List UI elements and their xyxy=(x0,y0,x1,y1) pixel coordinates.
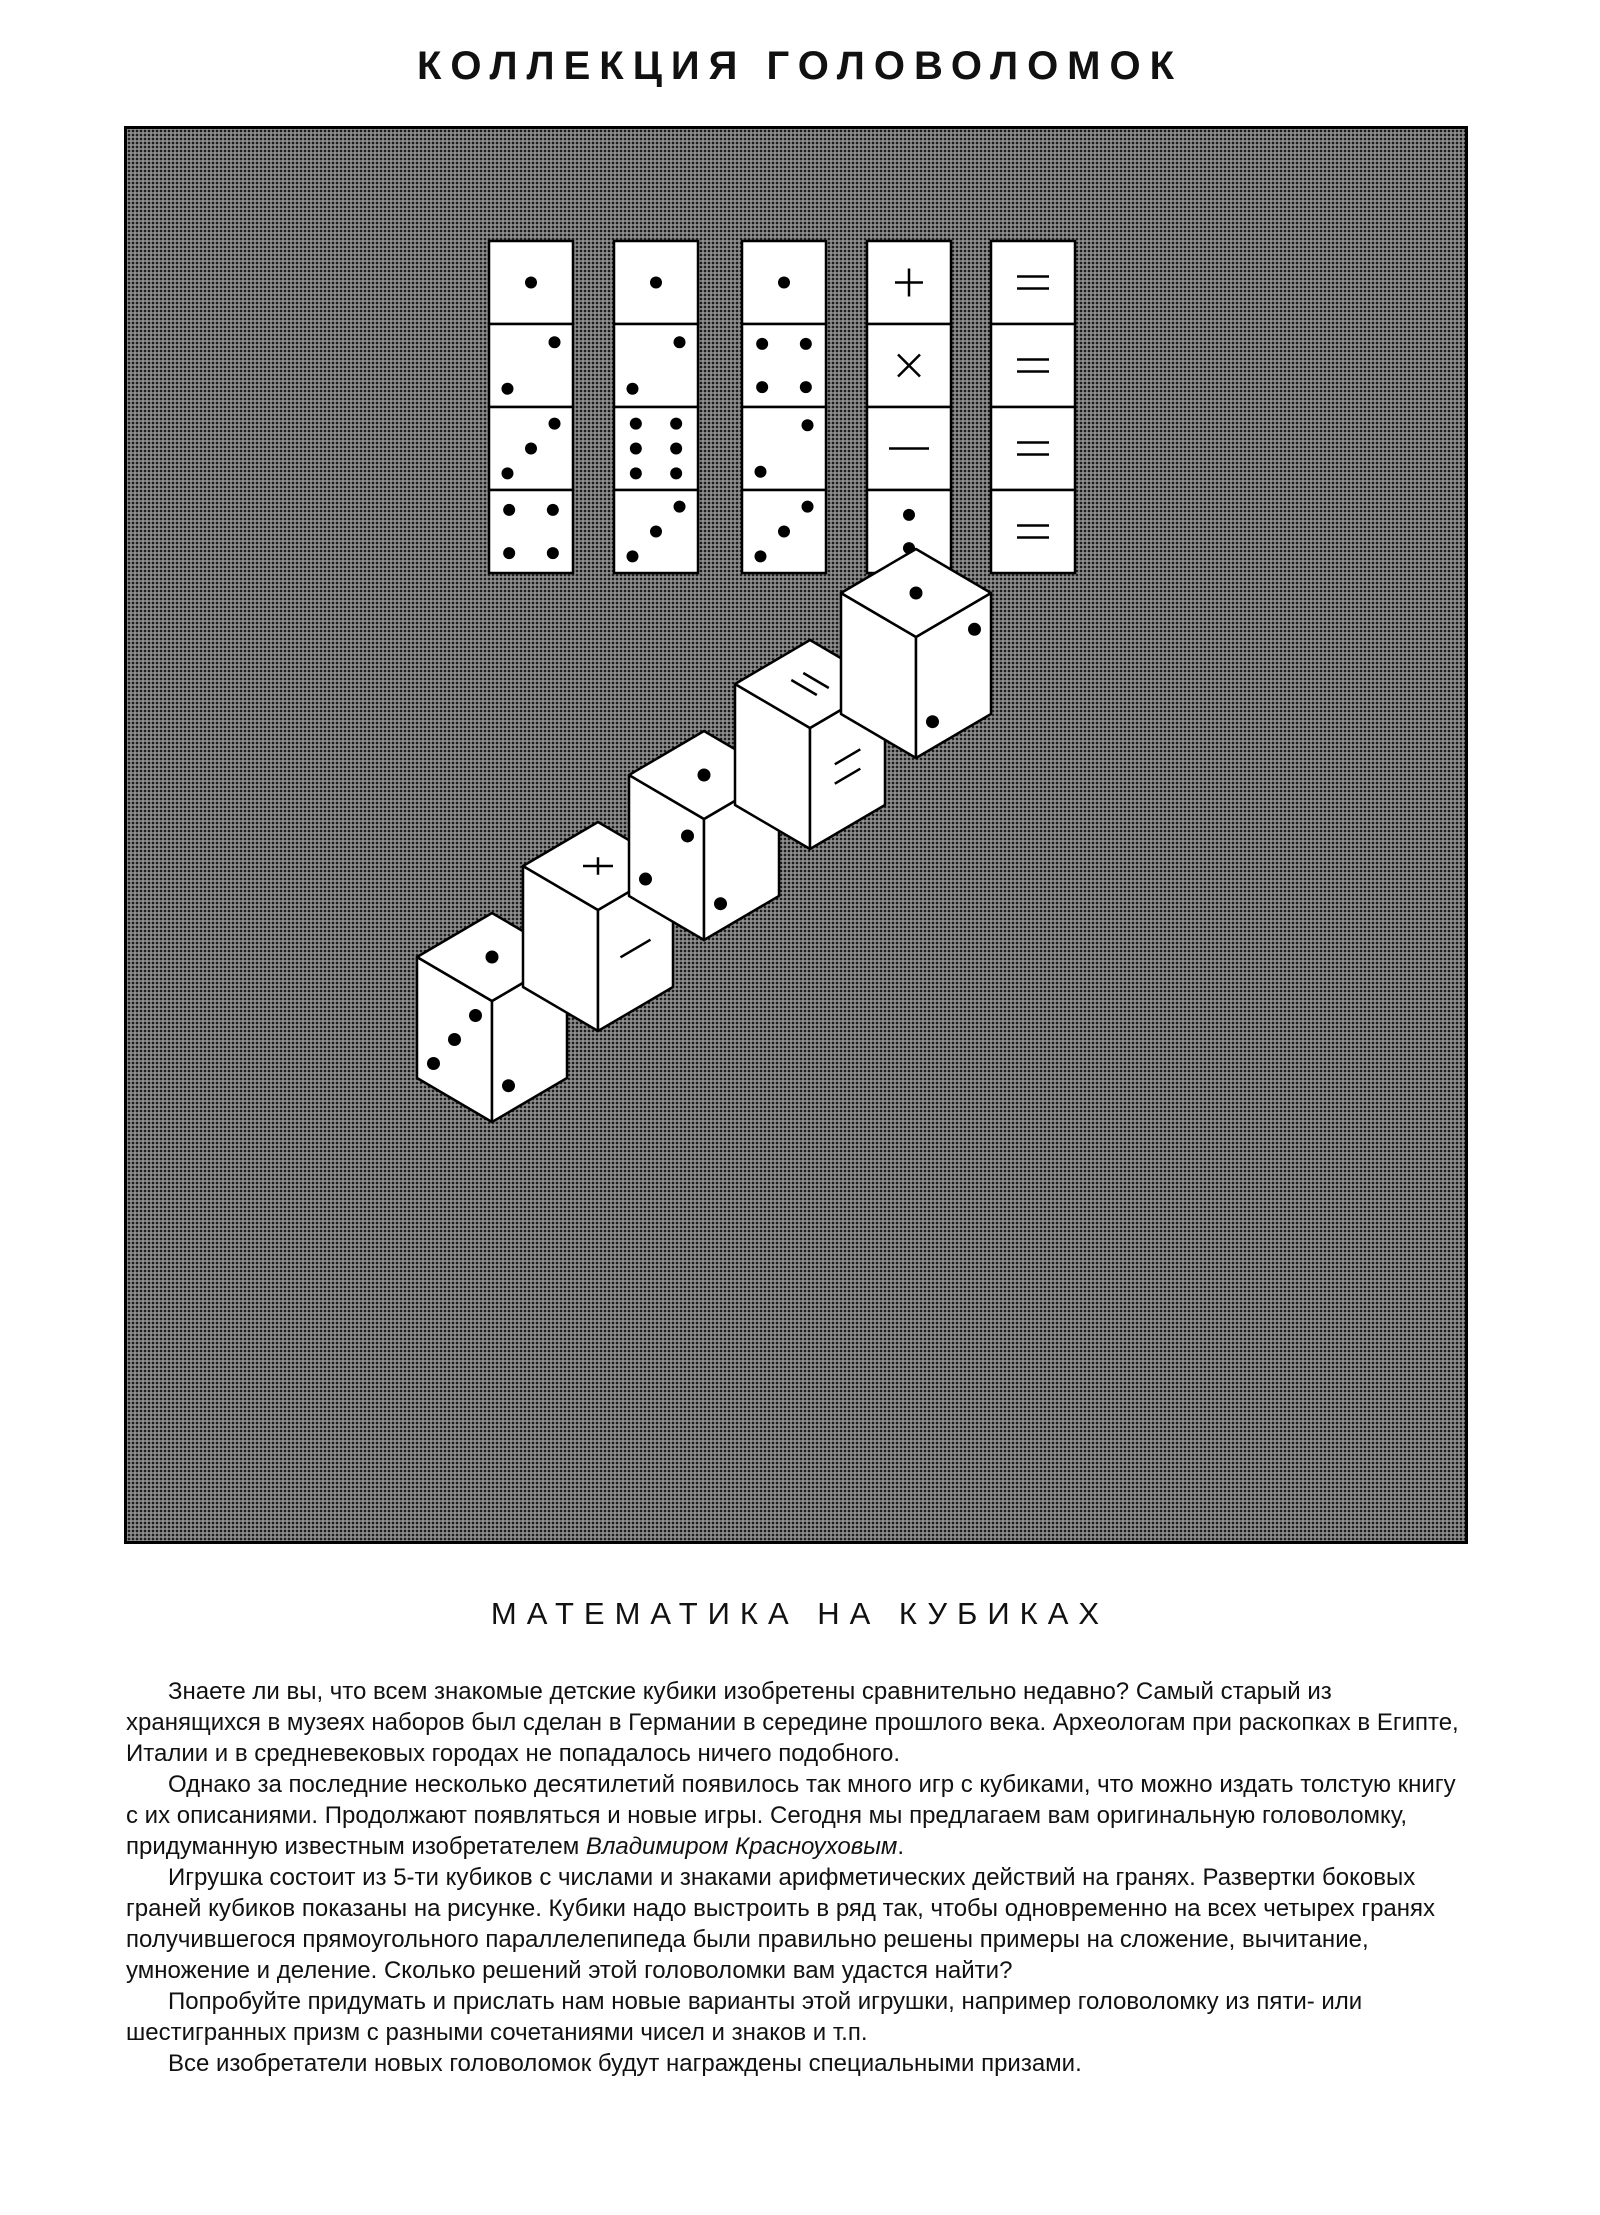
strip-1-face-2-pip-2 xyxy=(501,383,513,395)
paragraph-2 xyxy=(126,1769,1471,1862)
cube-1-top-pip-1 xyxy=(486,951,499,964)
cube-5-side-pip-1 xyxy=(968,623,981,636)
strip-3-face-2 xyxy=(742,324,826,407)
cube-1-front-pip-3 xyxy=(427,1057,440,1070)
page-header: КОЛЛЕКЦИЯ ГОЛОВОЛОМОК xyxy=(416,44,1184,88)
strip-1-face-3-pip-1 xyxy=(549,418,561,430)
article-title: МАТЕМАТИКА НА КУБИКАХ xyxy=(490,1596,1110,1631)
strip-5-face-4 xyxy=(991,490,1075,573)
strip-2-face-3-pip-4 xyxy=(670,443,682,455)
strip-3-face-2-pip-3 xyxy=(756,381,768,393)
strip-3-face-2-pip-1 xyxy=(756,338,768,350)
strip-1-face-1-pip-1 xyxy=(525,277,537,289)
strip-2-face-2 xyxy=(614,324,698,407)
paragraph-5: Все изобретатели новых головоломок будут награждены специальными призами. xyxy=(168,2050,1082,2077)
strip-2-face-3-pip-5 xyxy=(630,467,642,479)
strip-3-face-4-pip-3 xyxy=(754,550,766,562)
cube-1-front-pip-1 xyxy=(469,1009,482,1022)
cube-3-top-pip-1 xyxy=(698,769,711,782)
strip-1-face-3-pip-3 xyxy=(501,467,513,479)
strip-2-face-2-pip-2 xyxy=(626,383,638,395)
strip-1-face-4-pip-4 xyxy=(547,547,559,559)
strip-1-face-2 xyxy=(489,324,573,407)
inventor-name: Владимиром Красноуховым xyxy=(585,1833,898,1860)
strip-1-face-4-pip-3 xyxy=(503,547,515,559)
strip-2-face-2-pip-1 xyxy=(674,336,686,348)
strip-3-face-1-pip-1 xyxy=(778,277,790,289)
strip-1-face-4-pip-1 xyxy=(503,504,515,516)
paragraph-4: Попробуйте придумать и прислать нам новые варианты этой игрушки, например головоломку из пяти- или шестигранных призм с разными сочетаниями чисел и знаков и т.п. xyxy=(126,1988,1363,2046)
strip-2-face-3 xyxy=(614,407,698,490)
strip-2-face-3-pip-2 xyxy=(670,418,682,430)
cube-3-side-pip-2 xyxy=(714,897,727,910)
cube-3-front-pip-1 xyxy=(681,829,694,842)
strip-4-face-4-pip-1 xyxy=(903,509,915,521)
paragraph-1: Знаете ли вы, что всем знакомые детские кубики изобретены сравнительно недавно? Самый старый из хранящихся в музеях наборов был сделан в Германии в середине прошлого века. Археологам при раскопках в Египте, Италии и в средневековых городах не попадалось ничего подобного. xyxy=(126,1678,1459,1767)
strip-1-face-4 xyxy=(489,490,573,573)
strip-2-face-3-pip-1 xyxy=(630,418,642,430)
puzzle-illustration xyxy=(124,126,1468,1544)
strip-5-face-2 xyxy=(991,324,1075,407)
strip-3-face-3 xyxy=(742,407,826,490)
dice-drawing xyxy=(127,129,1471,1547)
strip-5-face-3 xyxy=(991,407,1075,490)
strip-3-face-3-pip-1 xyxy=(802,419,814,431)
strip-2-face-3-pip-6 xyxy=(670,467,682,479)
article-body xyxy=(126,1676,1471,2079)
cube-3-front-pip-2 xyxy=(639,873,652,886)
cube-1-front-pip-2 xyxy=(448,1033,461,1046)
strip-3-face-4-pip-2 xyxy=(778,526,790,538)
strip-2-face-4-pip-3 xyxy=(626,550,638,562)
strip-5-face-1 xyxy=(991,241,1075,324)
strip-2-face-4-pip-2 xyxy=(650,526,662,538)
paragraph-2-text: Однако за последние несколько десятилетий появилось так много игр с кубиками, что можно издать толстую книгу с их описаниями. Продолжают появляться и новые игры. Сегодня мы предлагаем вам оригинальную головоломку, придуманную известным изобретателем xyxy=(126,1771,1456,1860)
cube-5-top-pip-1 xyxy=(910,587,923,600)
strip-2-face-3-pip-3 xyxy=(630,443,642,455)
strip-3-face-2-pip-2 xyxy=(800,338,812,350)
strip-3-face-4-pip-1 xyxy=(802,501,814,513)
strip-2-face-4-pip-1 xyxy=(674,501,686,513)
strip-3-face-2-pip-4 xyxy=(800,381,812,393)
cube-1-side-pip-2 xyxy=(502,1079,515,1092)
paragraph-3: Игрушка состоит из 5-ти кубиков с числами и знаками арифметических действий на гранях. Развертки боковых граней кубиков показаны на рисунке. Кубики надо выстроить в ряд так, чтобы одновременно на всех четырех гранях получившегося прямоугольного параллелепипеда были правильно решены примеры на сложение, вычитание, умножение и деление. Сколько решений этой головоломки вам удастся найти? xyxy=(126,1864,1436,1984)
strip-1-face-3-pip-2 xyxy=(525,443,537,455)
strip-1-face-4-pip-2 xyxy=(547,504,559,516)
cube-5-side-pip-2 xyxy=(926,715,939,728)
strip-2-face-1-pip-1 xyxy=(650,277,662,289)
paragraph-2-end: . xyxy=(897,1833,904,1860)
strip-3-face-3-pip-2 xyxy=(754,466,766,478)
strip-1-face-2-pip-1 xyxy=(549,336,561,348)
